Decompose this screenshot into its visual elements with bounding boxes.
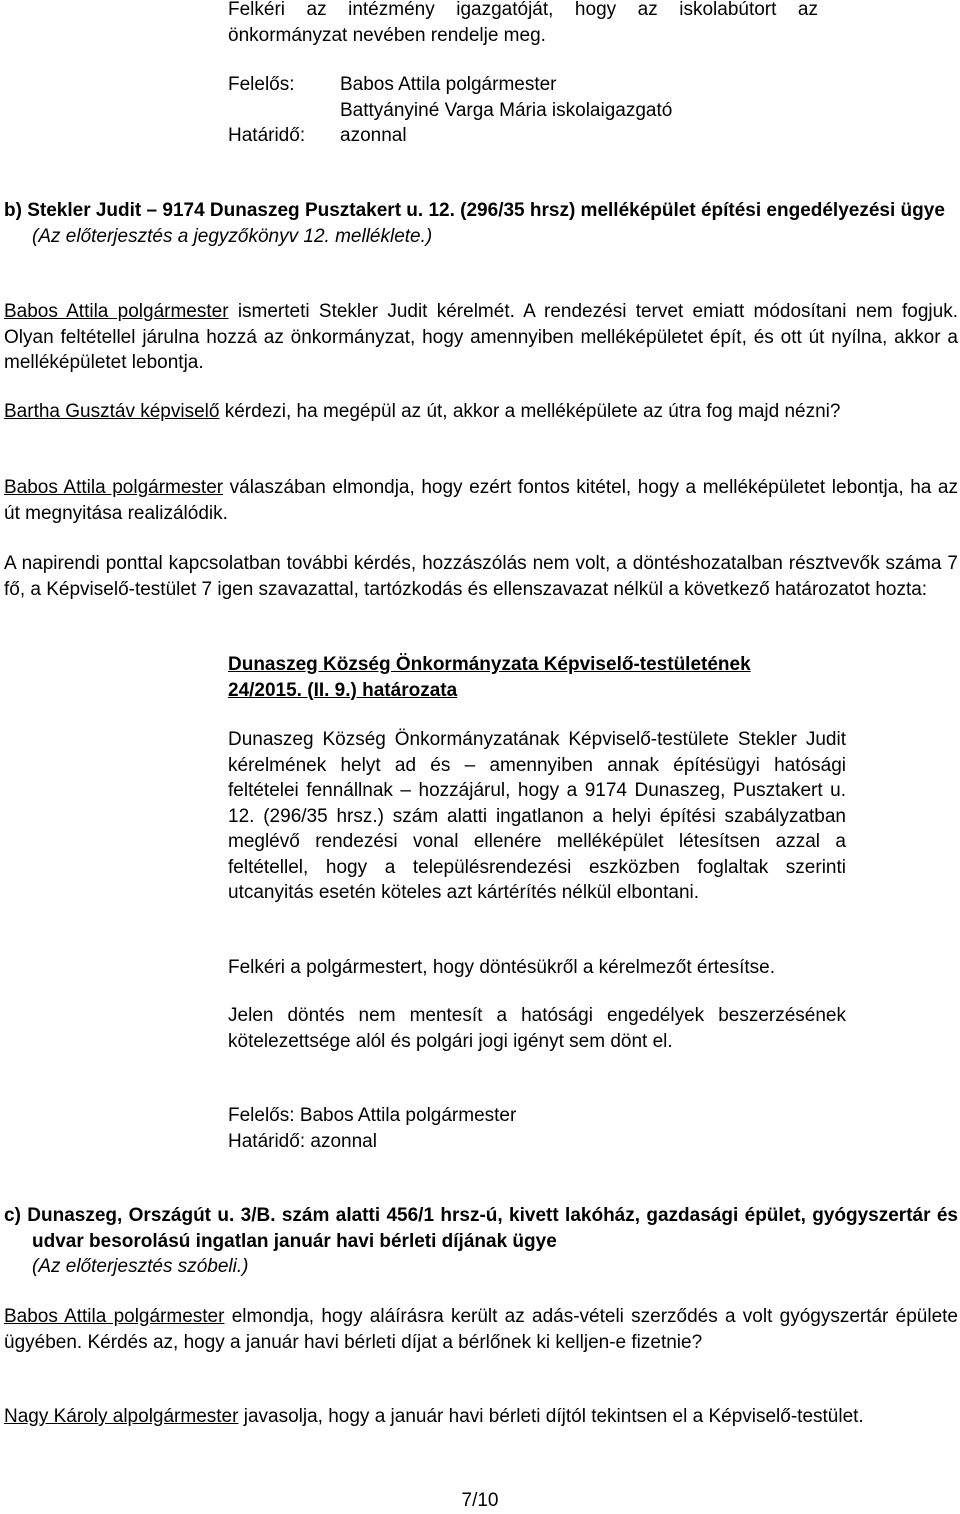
responsible-label: Felelős: [228, 74, 295, 95]
speaker-name: Babos Attila polgármester [4, 301, 229, 322]
deadline-label: Határidő: [228, 1130, 306, 1152]
resolution-exemption: Jelen döntés nem mentesít a hatósági engedélyek beszerzésének kötelezettsége alól és polgári jogi igényt sem dönt el. [228, 1005, 846, 1052]
responsible-label: Felelős: [228, 1105, 295, 1126]
speaker-name: Babos Attila polgármester [4, 477, 224, 498]
responsible-name: Babos Attila polgármester [340, 74, 557, 95]
section-b-note: (Az előterjesztés a jegyzőkönyv 12. melléklete.) [32, 225, 433, 247]
deadline-value: azonnal [310, 1130, 377, 1152]
deadline-label: Határidő: [228, 125, 306, 146]
responsible-name: Babos Attila polgármester [299, 1105, 517, 1126]
resolution-title: Dunaszeg Község Önkormányzata Képviselő-testületének 24/2015. (II. 9.) határozata [228, 654, 751, 701]
speaker-name: Bartha Gusztáv képviselő [4, 401, 220, 422]
resolution-body: Dunaszeg Község Önkormányzatának Képviselő-testülete Stekler Judit kérelmének helyt ad és – amennyiben annak építésügyi hatósági feltételei fennállnak – hozzájárul, hogy a 9174 Dunaszeg, Pusztakert u. 12. (296/35 hrsz.) szám alatti ingatlanon a helyi építési szabályzatban meglévő rendezési vonal ellenére melléképület létesítsen azzal a feltétellel, hogy a településrendezési eszközben foglaltak szerinti utcanyitás esetén köteles azt kártérítés nélkül elbontani. [228, 729, 846, 903]
section-b-vote-paragraph: A napirendi ponttal kapcsolatban további kérdés, hozzászólás nem volt, a döntéshozatalban résztvevők száma 7 fő, a Képviselő-testület 7 igen szavazattal, tartózkodás és ellenszavazat nélkül a következő határozatot hozta: [4, 553, 958, 600]
speaker-name: Babos Attila polgármester [4, 1306, 225, 1327]
speaker-name: Nagy Károly alpolgármester [4, 1406, 239, 1427]
resolution-request: Felkéri a polgármestert, hogy döntésükről a kérelmezőt értesítse. [228, 957, 776, 978]
deadline-value: azonnal [340, 125, 407, 146]
responsible-block [228, 72, 828, 149]
section-b-paragraph-1: Babos Attila polgármester ismerteti Stekler Judit kérelmét. A rendezési tervet emiatt módosítani nem fogjuk. Olyan feltétellel járulna hozzá az önkormányzat, hogy amennyiben melléképületet épít, és ott út nyílna, akkor a melléképületet lebontja. [4, 301, 958, 373]
section-b-heading: b) Stekler Judit – 9174 Dunaszeg Pusztakert u. 12. (296/35 hrsz) melléképület építési engedélyezési ügye [4, 200, 945, 221]
section-c [4, 1203, 958, 1280]
section-c-note: (Az előterjesztés szóbeli.) [32, 1256, 249, 1277]
responsible-name-2: Battyányiné Varga Mária iskolaigazgató [340, 99, 673, 121]
page-number: 7/10 [461, 1490, 499, 1511]
section-c-paragraph-1: Babos Attila polgármester elmondja, hogy aláírásra került az adás-vételi szerződés a volt gyógyszertár épülete ügyében. Kérdés az, hogy a január havi bérleti díjat a bérlőnek ki kelljen-e fizetnie? [4, 1306, 958, 1353]
resolution-responsible [228, 1103, 846, 1154]
section-b [4, 198, 958, 249]
section-b-paragraph-2: Bartha Gusztáv képviselő kérdezi, ha megépül az út, akkor a melléképülete az útra fog majd nézni? [4, 401, 841, 422]
section-b-paragraph-3: Babos Attila polgármester válaszában elmondja, hogy ezért fontos kitétel, hogy a melléképületet lebontja, ha az út megnyitása realizálódik. [4, 477, 958, 524]
section-c-heading: c) Dunaszeg, Országút u. 3/B. szám alatti 456/1 hrsz-ú, kivett lakóház, gazdasági épület, gyógyszertár és udvar besorolású ingatlan január havi bérleti díjának ügye [4, 1205, 958, 1252]
instruction-paragraph: Felkéri az intézmény igazgatóját, hogy az iskolabútort az önkormányzat nevében rendelje meg. [228, 0, 818, 46]
section-c-paragraph-2: Nagy Károly alpolgármester javasolja, hogy a január havi bérleti díjtól tekintsen el a Képviselő-testület. [4, 1406, 864, 1427]
